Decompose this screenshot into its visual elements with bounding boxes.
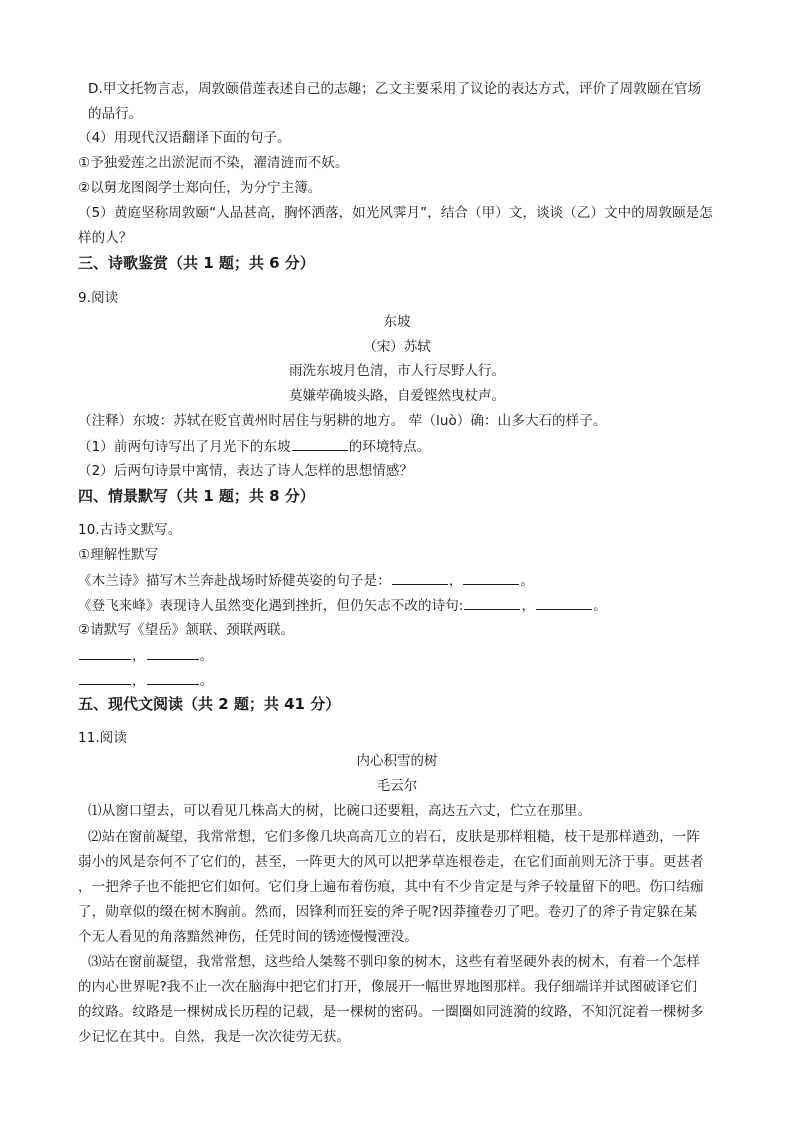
section-4-heading: 四、情景默写（共 1 题；共 8 分）	[78, 487, 315, 505]
answer-blank[interactable]	[147, 671, 199, 685]
q9-sub1-suffix: 的环境特点。	[348, 439, 431, 455]
q10-line-a-prefix: 《木兰诗》描写木兰奔赴战场时矫健英姿的句子是：	[78, 573, 391, 589]
section-3-heading: 三、诗歌鉴赏（共 1 题；共 6 分）	[78, 254, 315, 272]
comma: ，	[521, 598, 536, 614]
poem-title: 东坡	[383, 314, 411, 330]
poem-line-1: 雨洗东坡月色清，市人行尽野人行。	[289, 363, 505, 379]
answer-blank[interactable]	[392, 571, 448, 585]
q10-line-b	[78, 596, 607, 615]
q10-part2: ②请默写《望岳》颔联、颈联两联。	[78, 622, 295, 638]
q8-sub4-sentence1: ①予独爱莲之出淤泥而不染，濯清涟而不妖。	[78, 155, 349, 171]
period: 。	[199, 648, 214, 664]
q10-line-b-prefix: 《登飞来峰》表现诗人虽然变化遇到挫折，但仍矢志不改的诗句:	[78, 598, 464, 614]
period: 。	[199, 673, 214, 689]
q10-label: 10.古诗文默写。	[78, 522, 182, 538]
paragraph-3-line: ⑶站在窗前凝望，我常常想，这些给人桀骜不驯印象的树木，这些有着坚硬外表的树木，有着一个怎样	[88, 954, 700, 970]
answer-blank[interactable]	[292, 437, 348, 451]
q9-sub1	[78, 437, 430, 456]
q11-label: 11.阅读	[78, 730, 127, 746]
poem-note: （注释）东坡：苏轼在贬官黄州时居住与躬耕的地方。 荦（luò）确：山多大石的样子。	[78, 413, 607, 429]
paragraph-3-line: 少记忆在其中。自然，我是一次次徒劳无获。	[78, 1029, 350, 1045]
q10-line-a	[78, 571, 534, 590]
q8-sub4-sentence2: ②以舅龙图阁学士郑向任，为分宁主簿。	[78, 180, 322, 196]
q9-sub1-prefix: （1）前两句诗写出了月光下的东坡	[78, 439, 291, 455]
paragraph-2-line: 了，勋章似的缀在树木胸前。然而，因锋利而狂妄的斧子呢?因莽撞卷刃了吧。卷刃了的斧子肯定躲在某	[78, 904, 698, 920]
answer-blank[interactable]	[463, 571, 519, 585]
comma: ，	[448, 573, 463, 589]
paragraph-3-line: 的内心世界呢?我不止一次在脑海中把它们打开，像展开一幅世界地图那样。我仔细端详并试图破译它们	[78, 979, 698, 995]
answer-blank[interactable]	[147, 646, 199, 660]
q10-blank-row-2	[78, 671, 213, 690]
period: 。	[520, 573, 535, 589]
poem-author: （宋）苏轼	[363, 339, 431, 355]
q9-label: 9.阅读	[78, 290, 119, 306]
paragraph-2-line: ，一把斧子也不能把它们如何。它们身上遍布着伤痕，其中有不少肯定是与斧子较量留下的吧。伤口结痂	[78, 879, 704, 895]
q8-sub5-line1: （5）黄庭坚称周敦颐“人品甚高，胸怀洒落，如光风霁月”，结合（甲）文，谈谈（乙）文中的周敦颐是怎	[78, 205, 713, 221]
paragraph-2-line: ⑵站在窗前凝望，我常常想，它们多像几块高高兀立的岩石，皮肤是那样粗糙，枝干是那样遒劲，一阵	[88, 829, 700, 845]
option-d-line1: D.甲文托物言志，周敦颐借莲表述自己的志趣；乙文主要采用了议论的表达方式，评价了周敦颐在官场	[88, 81, 702, 97]
q10-blank-row-1	[78, 646, 213, 665]
section-5-heading: 五、现代文阅读（共 2 题；共 41 分）	[78, 695, 341, 713]
paragraph-1: ⑴从窗口望去，可以看见几株高大的树，比碗口还要粗，高达五六丈，伫立在那里。	[88, 803, 592, 819]
q10-part1: ①理解性默写	[78, 547, 159, 563]
paragraph-2-line: 个无人看见的角落黯然神伤，任凭时间的锈迹慢慢湮没。	[78, 929, 418, 945]
paragraph-2-line: 弱小的风是奈何不了它们的，甚至，一阵更大的风可以把茅草连根卷走，在它们面前则无济于事。更甚者	[78, 854, 704, 870]
answer-blank[interactable]	[79, 671, 131, 685]
q8-sub4: （4）用现代汉语翻译下面的句子。	[78, 130, 291, 146]
paragraph-3-line: 的纹路。纹路是一棵树成长历程的记载，是一棵树的密码。一圈圈如同涟漪的纹路，不知沉淀着一棵树多	[78, 1004, 704, 1020]
period: 。	[593, 598, 607, 614]
poem-line-2: 莫嫌荦确坡头路，自爱铿然曳杖声。	[289, 388, 505, 404]
article-author: 毛云尔	[376, 778, 418, 794]
answer-blank[interactable]	[464, 596, 520, 610]
option-d-line2: 的品行。	[88, 106, 143, 122]
q8-sub5-line2: 样的人？	[78, 230, 133, 246]
comma: ，	[132, 673, 146, 689]
answer-blank[interactable]	[79, 646, 131, 660]
q9-sub2: （2）后两句诗景中寓情，表达了诗人怎样的思想情感？	[78, 463, 414, 479]
answer-blank[interactable]	[536, 596, 592, 610]
comma: ，	[132, 648, 146, 664]
article-title: 内心积雪的树	[356, 753, 438, 769]
